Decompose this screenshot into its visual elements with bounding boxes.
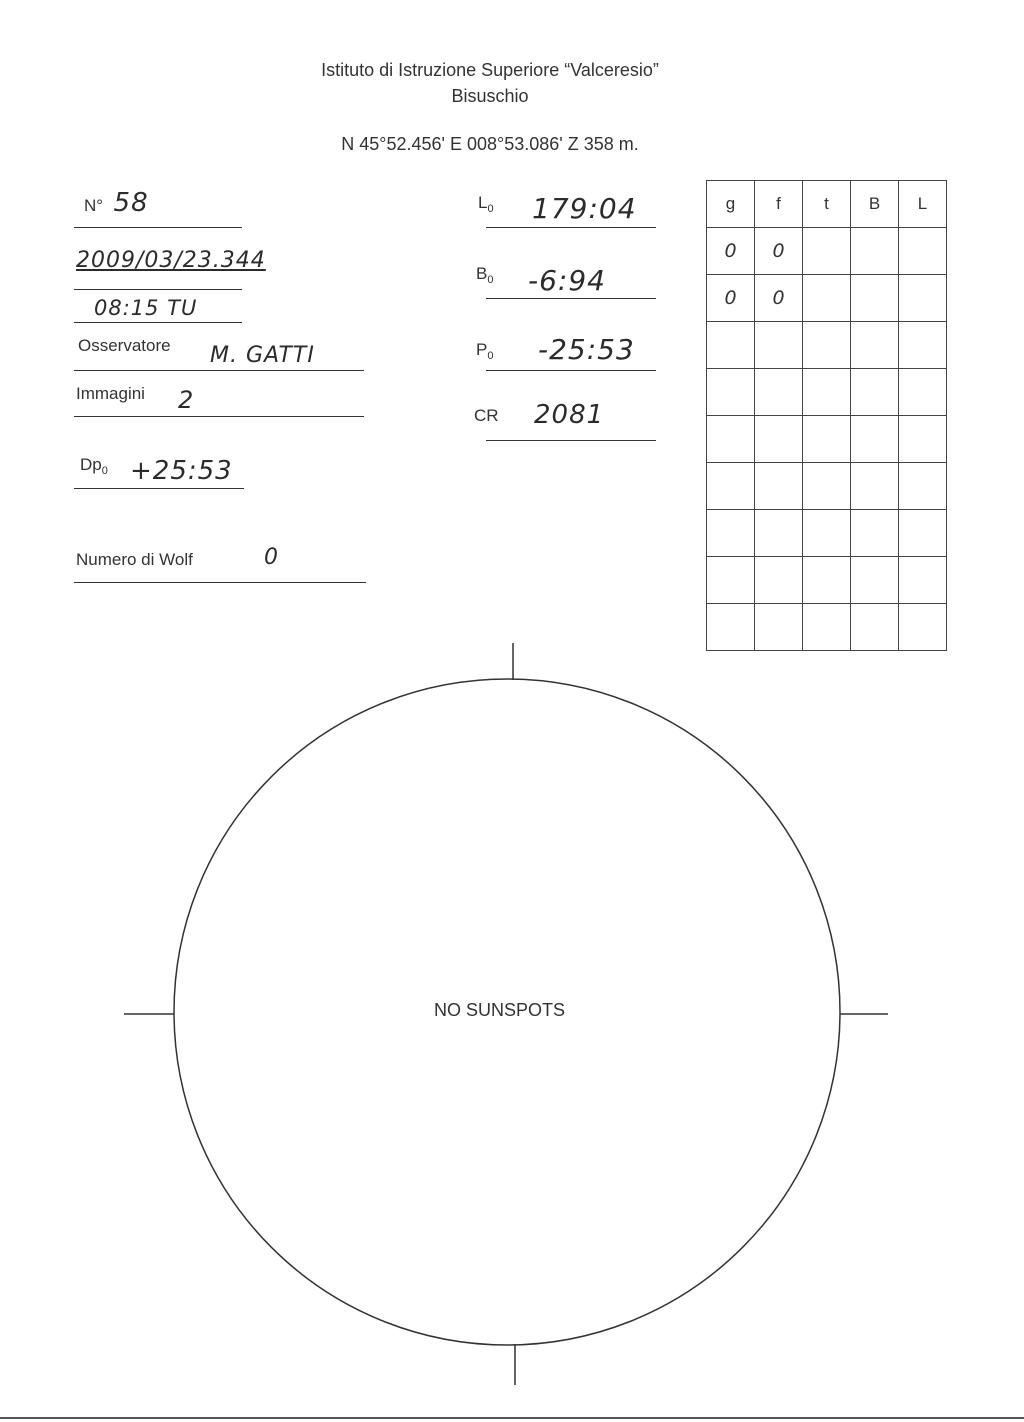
l0-label-subscript: 0 [487, 203, 494, 215]
col-header-g: g [707, 181, 755, 228]
disk-note: NO SUNSPOTS [434, 1000, 566, 1020]
observer-value: M. GATTI [210, 343, 315, 368]
table-cell: 0 [707, 228, 755, 275]
col-header-f: f [755, 181, 803, 228]
observer-label: Osservatore [78, 336, 171, 355]
b0-value: -6:94 [528, 264, 606, 297]
observation-time-value: 08:15 TU [94, 296, 198, 320]
dp0-label-subscript: 0 [101, 465, 108, 477]
wolf-number-value: 0 [264, 545, 279, 570]
l0-label-main: L [478, 193, 488, 212]
b0-label-main: B [476, 264, 488, 283]
p0-value: -25:53 [538, 333, 635, 366]
dp0-label-main: Dp [80, 455, 102, 474]
l0-value: 179:04 [532, 192, 637, 225]
table-cell: 0 [755, 228, 803, 275]
images-value: 2 [178, 386, 195, 414]
cr-label: CR [474, 406, 499, 425]
dp0-value: +25:53 [130, 456, 233, 486]
p0-label-main: P [476, 340, 488, 359]
table-cell: 0 [755, 275, 803, 322]
images-label: Immagini [76, 384, 145, 403]
p0-label-subscript: 0 [487, 350, 494, 362]
cr-value: 2081 [534, 400, 605, 430]
site-coordinates: N 45°52.456' E 008°53.086' Z 358 m. [341, 134, 639, 154]
b0-label-subscript: 0 [487, 274, 494, 286]
col-header-b: B [851, 181, 899, 228]
table-cell: 0 [707, 275, 755, 322]
wolf-number-label: Numero di Wolf [76, 550, 193, 569]
record-number-value: 58 [113, 188, 149, 218]
town-name: Bisuschio [451, 86, 529, 106]
record-number-label: N° [84, 196, 104, 215]
col-header-t: t [803, 181, 851, 228]
observation-date-value: 2009/03/23.344 [76, 248, 266, 273]
col-header-l: L [899, 181, 947, 228]
institution-title: Istituto di Istruzione Superiore “Valceresio” [321, 60, 659, 80]
